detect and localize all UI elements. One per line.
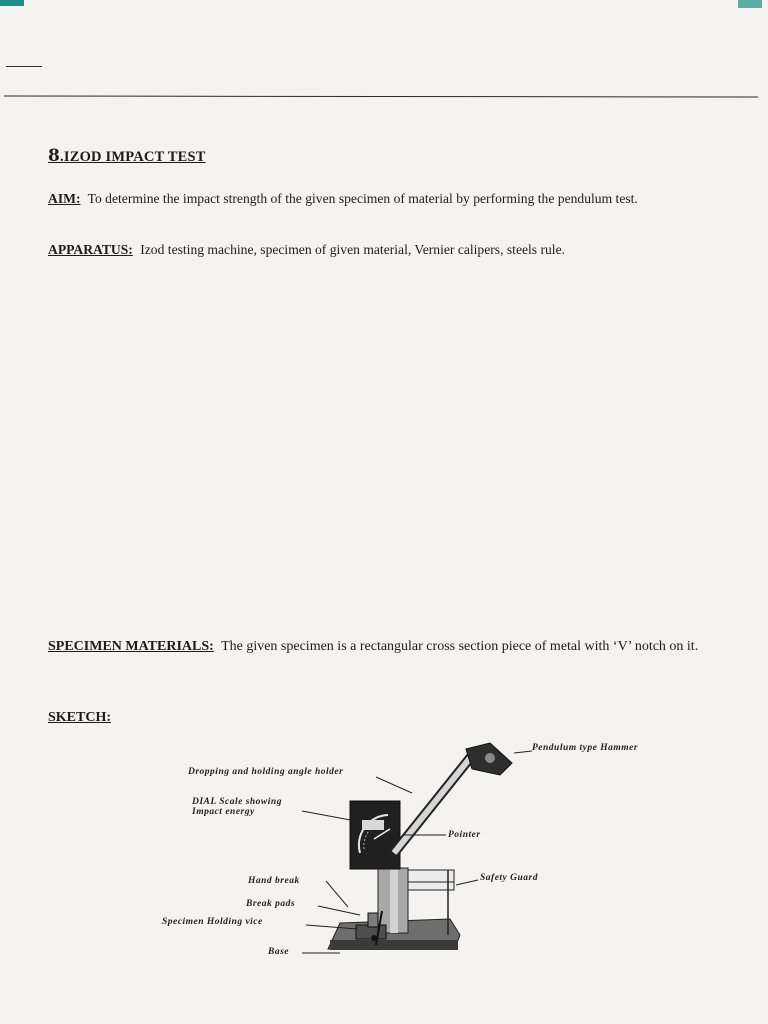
callout-angle-holder: Dropping and holding angle holder <box>188 767 344 777</box>
callout-dial-scale <box>192 797 282 817</box>
apparatus-label: APPARATUS: <box>48 242 133 257</box>
top-right-color-mark <box>738 0 762 8</box>
callout-dial-line1: DIAL Scale showing <box>192 797 282 807</box>
callout-safety-guard: Safety Guard <box>480 873 538 883</box>
experiment-title <box>48 146 206 166</box>
apparatus-text: Izod testing machine, specimen of given material, Vernier calipers, steels rule. <box>140 242 566 257</box>
header-rule <box>4 95 758 97</box>
aim-label: AIM: <box>48 191 81 206</box>
callout-specimen-vice: Specimen Holding vice <box>162 917 263 927</box>
callout-pointer: Pointer <box>448 830 481 840</box>
callout-hand-break: Hand break <box>248 876 300 886</box>
margin-dash <box>6 66 42 67</box>
izod-machine-sketch <box>150 735 710 965</box>
experiment-title-text: .IZOD IMPACT TEST <box>60 149 206 165</box>
callout-break-pads: Break pads <box>246 899 296 909</box>
specimen-label: SPECIMEN MATERIALS: <box>48 639 214 654</box>
experiment-number: 8 <box>48 146 61 166</box>
specimen-text: The given specimen is a rectangular cross section piece of metal with ‘V’ notch on it. <box>221 639 699 654</box>
specimen-paragraph <box>48 638 718 655</box>
aim-paragraph <box>48 190 718 207</box>
callout-pendulum-hammer: Pendulum type Hammer <box>532 743 639 753</box>
top-left-color-mark <box>0 0 24 6</box>
callout-dial-line2: Impact energy <box>192 807 255 817</box>
sketch-label: SKETCH: <box>48 710 112 725</box>
apparatus-paragraph <box>48 241 718 258</box>
callout-base: Base <box>268 947 289 957</box>
aim-text: To determine the impact strength of the given specimen of material by performing the pendulum test. <box>87 191 638 206</box>
